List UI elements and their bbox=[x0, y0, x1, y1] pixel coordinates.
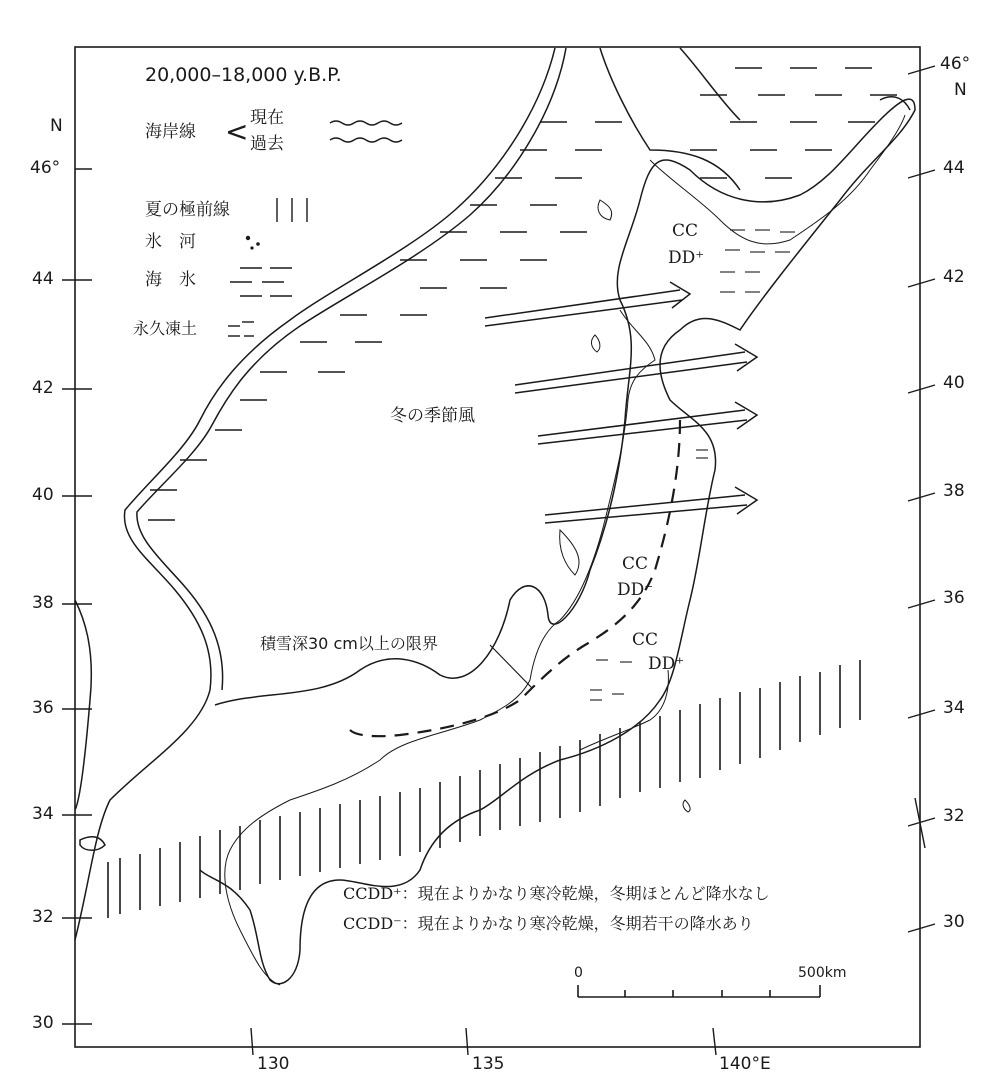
legend-present-symbol bbox=[330, 121, 402, 125]
legend-coastline-label: 海岸線 bbox=[145, 122, 196, 142]
legend-past-symbol bbox=[330, 138, 402, 142]
scale-bar bbox=[578, 985, 820, 997]
legend-present-label: 現在 bbox=[250, 108, 284, 128]
cc-label-tohoku: CC bbox=[622, 554, 649, 574]
lon-135: 135 bbox=[472, 1054, 505, 1074]
glacier-symbol bbox=[246, 236, 260, 250]
scale-end-label: 500km bbox=[798, 965, 847, 981]
right-lat-34: 34 bbox=[943, 698, 965, 718]
snow-limit-leader bbox=[490, 645, 532, 688]
snow-limit-line bbox=[350, 420, 680, 736]
left-lat-40: 40 bbox=[32, 485, 54, 505]
scale-start-label: 0 bbox=[574, 965, 583, 981]
lon-140: 140°E bbox=[719, 1054, 771, 1074]
polar-front-hatch bbox=[108, 660, 860, 918]
left-lat-42: 42 bbox=[32, 378, 54, 398]
right-lat-40: 40 bbox=[943, 373, 965, 393]
cc-label-hokkaido: CC bbox=[672, 221, 699, 241]
note-ccdd-minus: CCDD⁻：現在よりかなり寒冷乾燥，冬期若干の降水あり bbox=[343, 914, 754, 933]
legend-permafrost-label: 永久凍土 bbox=[133, 319, 198, 338]
monsoon-arrows bbox=[485, 282, 757, 523]
dd-plus-label-hokkaido: DD⁺ bbox=[668, 248, 705, 268]
winter-monsoon-label: 冬の季節風 bbox=[390, 406, 475, 426]
note-ccdd-plus: CCDD⁺：現在よりかなり寒冷乾燥，冬期ほとんど降水なし bbox=[343, 884, 770, 903]
legend-bracket: < bbox=[225, 115, 249, 148]
snow-limit-label: 積雪深30 cm以上の限界 bbox=[260, 634, 438, 653]
right-lat-46: 46° bbox=[940, 54, 971, 74]
period-label: 20,000–18,000 y.B.P. bbox=[145, 64, 342, 86]
dd-minus-label-tohoku: DD⁻ bbox=[617, 580, 654, 600]
right-lat-38: 38 bbox=[943, 481, 965, 501]
past-coastline bbox=[75, 48, 915, 984]
cc-label-kanto: CC bbox=[632, 630, 659, 650]
legend-sea-ice-label: 海 氷 bbox=[145, 270, 196, 290]
right-latitude-ticks bbox=[908, 66, 935, 932]
left-lat-30: 30 bbox=[32, 1013, 54, 1033]
right-lat-36: 36 bbox=[943, 588, 965, 608]
left-lat-38: 38 bbox=[32, 593, 54, 613]
longitude-ticks bbox=[251, 1028, 716, 1055]
right-lat-30: 30 bbox=[943, 912, 965, 932]
legend-glacier-label: 氷 河 bbox=[145, 232, 196, 252]
right-north-label: N bbox=[954, 80, 967, 100]
dd-plus-label-kanto: DD⁺ bbox=[648, 654, 685, 674]
right-lat-44: 44 bbox=[943, 158, 965, 178]
legend-past-label: 過去 bbox=[250, 134, 284, 154]
left-latitude-ticks bbox=[62, 169, 92, 1024]
left-lat-46: 46° bbox=[30, 158, 61, 178]
left-lat-36: 36 bbox=[32, 698, 54, 718]
legend-polar-front-label: 夏の極前線 bbox=[145, 200, 230, 220]
right-lat-32: 32 bbox=[943, 806, 965, 826]
left-lat-32: 32 bbox=[32, 907, 54, 927]
lon-130: 130 bbox=[257, 1054, 290, 1074]
left-north-label: N bbox=[50, 116, 63, 136]
left-lat-34: 34 bbox=[32, 804, 54, 824]
right-lat-42: 42 bbox=[943, 267, 965, 287]
left-lat-44: 44 bbox=[32, 269, 54, 289]
